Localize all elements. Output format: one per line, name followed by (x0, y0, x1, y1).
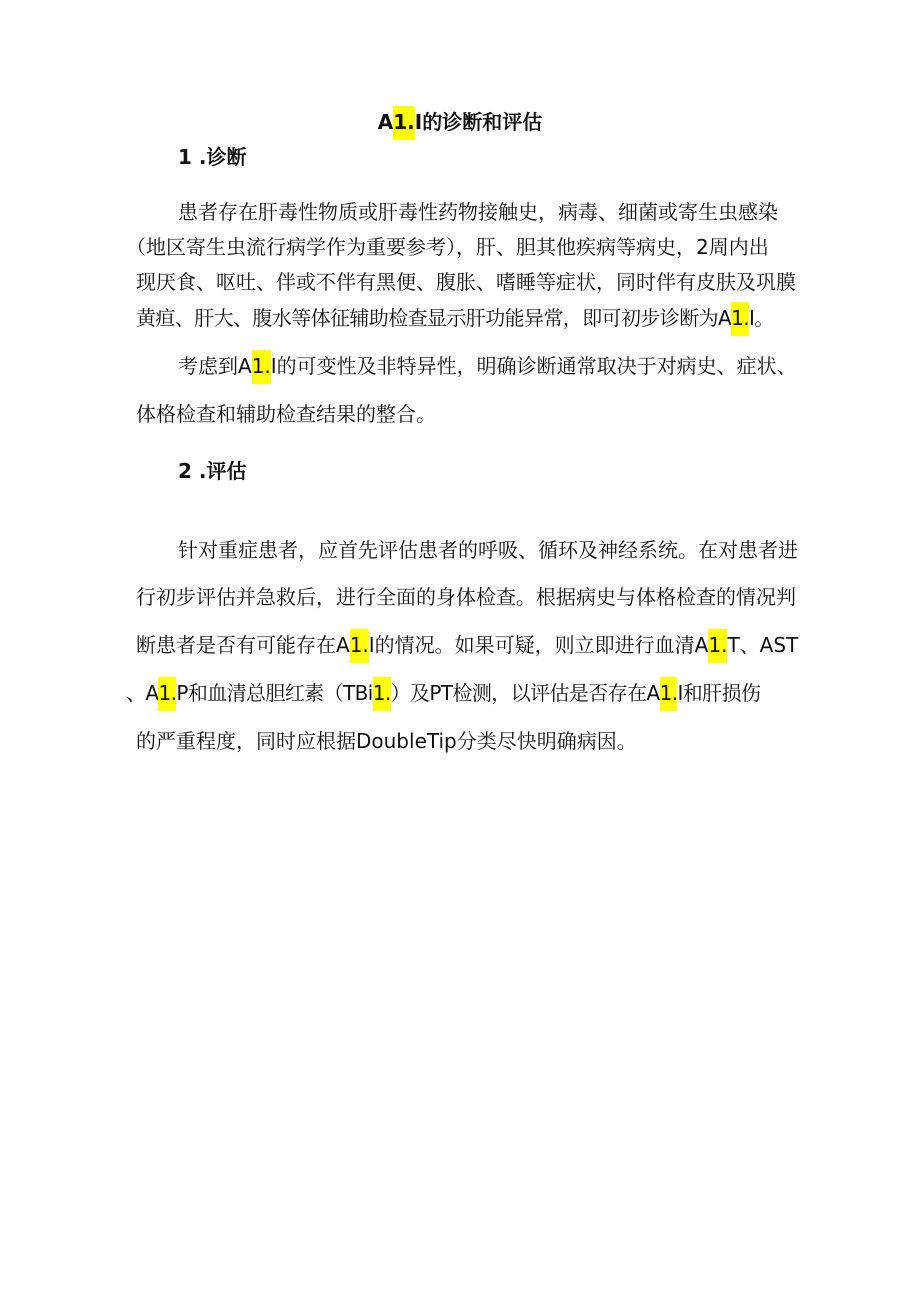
text-segment: 断患者是否有可能存在A (136, 633, 350, 657)
highlight-mark: 1. (350, 629, 369, 663)
paragraph-line (136, 304, 774, 332)
highlight-mark: 1. (252, 350, 271, 384)
highlight-mark: 1. (660, 677, 678, 711)
title-highlight: 1. (393, 106, 415, 140)
paragraph-line (126, 679, 760, 707)
highlight-mark: 1. (708, 629, 727, 663)
text-segment: T、AST (727, 633, 799, 657)
text-segment: I。 (748, 306, 774, 330)
document-title (0, 108, 920, 136)
text-segment: P和血清总胆红素（TBi (176, 681, 373, 705)
highlight-mark: 1. (373, 677, 391, 711)
section-heading-assessment: 2 .评估 (178, 459, 247, 483)
paragraph-line: （地区寄生虫流行病学作为重要参考），肝、胆其他疾病等病史，2周内出 (126, 235, 769, 259)
paragraph-line: 患者存在肝毒性物质或肝毒性药物接触史，病毒、细菌或寄生虫感染 (178, 200, 778, 224)
paragraph-line: 的严重程度，同时应根据DoubleTip分类尽快明确病因。 (136, 729, 637, 753)
paragraph-line: 体格检查和辅助检查结果的整合。 (136, 402, 436, 426)
paragraph-line: 现厌食、呕吐、伴或不伴有黑便、腹胀、嗜睡等症状，同时伴有皮肤及巩膜 (136, 270, 796, 294)
paragraph-line (136, 631, 798, 659)
text-segment: ）及PT检测，以评估是否存在A (390, 681, 660, 705)
highlight-mark: 1. (731, 302, 749, 336)
title-suffix: I的诊断和评估 (414, 110, 543, 134)
paragraph-line: 行初步评估并急救后，进行全面的身体检查。根据病史与体格检查的情况判 (136, 585, 796, 609)
text-segment: I的情况。如果可疑，则立即进行血清A (368, 633, 709, 657)
text-segment: I和肝损伤 (677, 681, 761, 705)
text-segment: 、A (126, 681, 159, 705)
paragraph-line: 针对重症患者，应首先评估患者的呼吸、循环及神经系统。在对患者进 (178, 538, 798, 562)
text-segment: 考虑到A (178, 354, 252, 378)
highlight-mark: 1. (158, 677, 176, 711)
section-heading-diagnosis: 1 .诊断 (178, 145, 247, 169)
text-segment: 黄疸、肝大、腹水等体征辅助检查显示肝功能异常，即可初步诊断为A (136, 306, 732, 330)
title-prefix: A (377, 110, 394, 134)
paragraph-line (178, 352, 797, 380)
text-segment: I的可变性及非特异性，明确诊断通常取决于对病史、症状、 (270, 354, 797, 378)
